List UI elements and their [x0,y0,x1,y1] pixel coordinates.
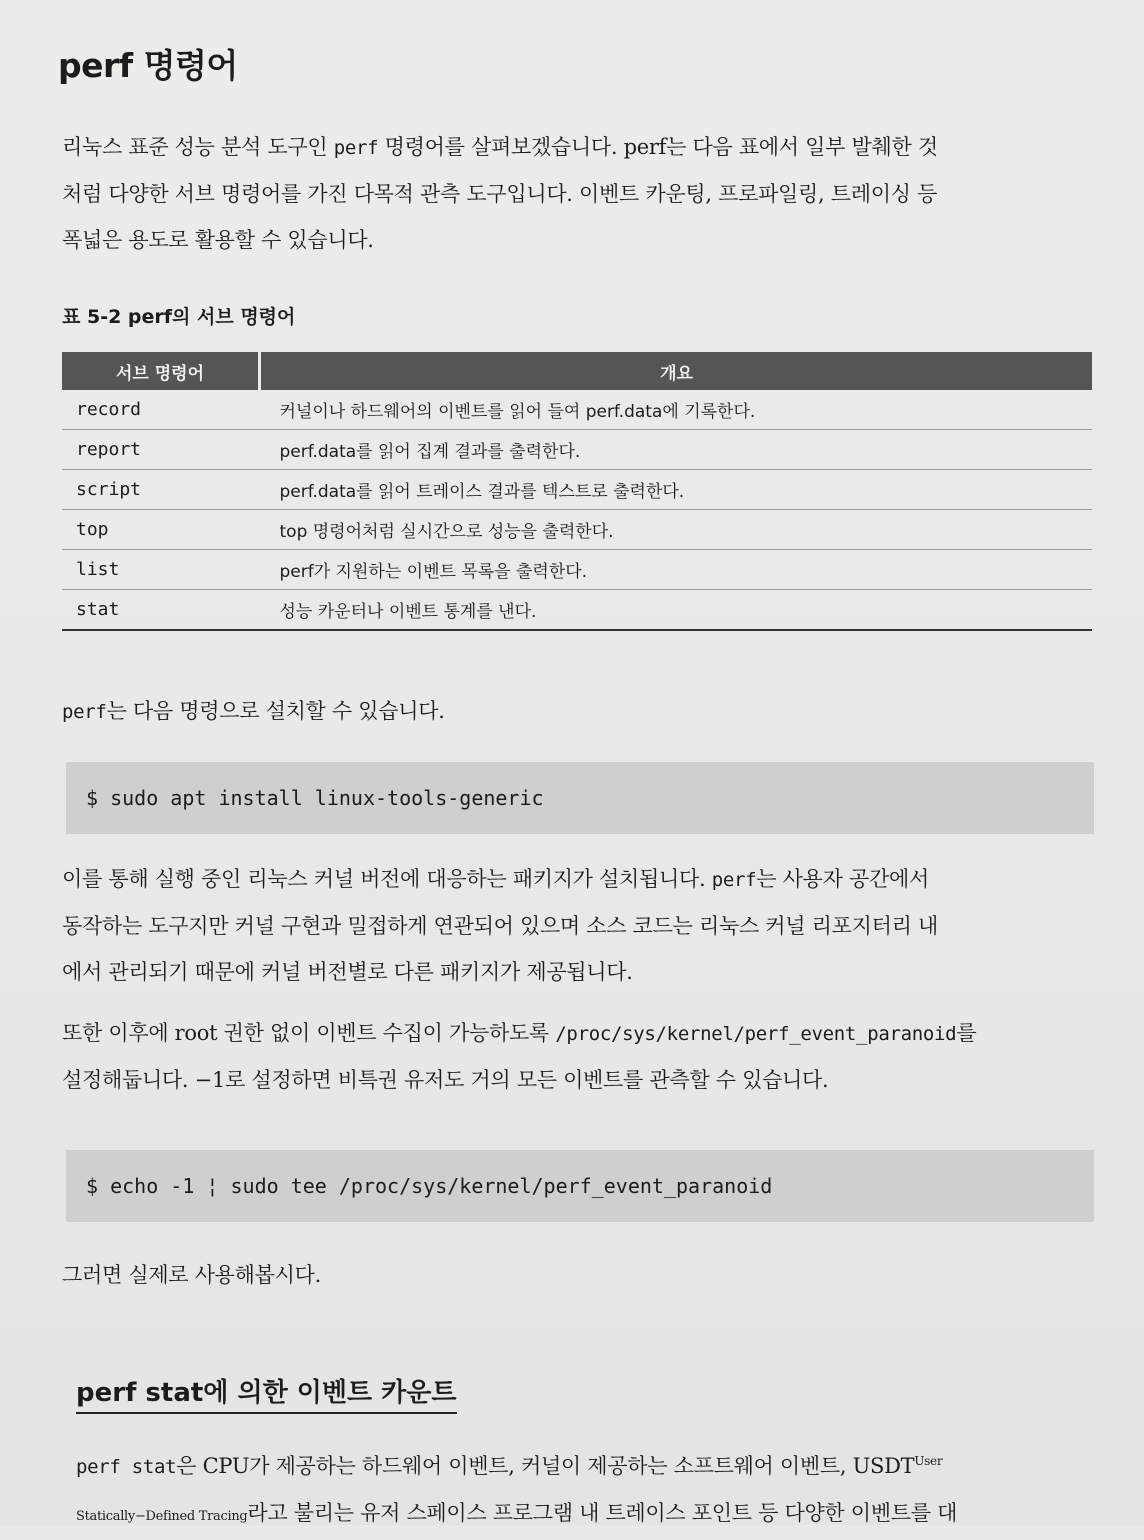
intro-text: 명령어를 살펴보겠습니다. perf는 다음 표에서 일부 발췌한 것 [378,135,938,159]
stat-line-1 [76,1438,1092,1490]
page-heading: perf 명령어 [58,46,238,85]
inline-code: /proc/sys/kernel/perf_event_paranoid [555,1023,957,1045]
table-header-row [62,352,1092,390]
package-line-1 [62,856,1092,903]
summary-cell: perf.data를 읽어 트레이스 결과를 텍스트로 출력한다. [260,470,1093,510]
install-text: 는 다음 명령으로 설치할 수 있습니다. [106,699,445,723]
paranoid-line-2: 설정해둡니다. −1로 설정하면 비특권 유저도 거의 모든 이벤트를 관측할 수 있습니다. [62,1068,829,1092]
stat-line-2 [76,1490,1092,1540]
footnote-text: Statically−Defined Tracing [76,1509,248,1524]
summary-cell: 커널이나 하드웨어의 이벤트를 읽어 들여 perf.data에 기록한다. [260,390,1093,430]
summary-cell: perf.data를 읽어 집계 결과를 출력한다. [260,430,1093,470]
table-row [62,590,1092,631]
paranoid-text: 또한 이후에 root 권한 없이 이벤트 수집이 가능하도록 [62,1021,556,1045]
inline-code: perf [333,137,379,159]
package-text: 는 사용자 공간에서 [756,867,929,891]
intro-line-3: 폭넓은 용도로 활용할 수 있습니다. [62,228,374,252]
package-paragraph [62,856,1092,995]
subcommand-cell: top [62,510,260,550]
subcommand-cell: script [62,470,260,510]
summary-cell: perf가 지원하는 이벤트 목록을 출력한다. [260,550,1093,590]
code-block-paranoid: $ echo -1 ¦ sudo tee /proc/sys/kernel/perf_event_paranoid [66,1150,1094,1222]
subcommand-cell: list [62,550,260,590]
inline-code: perf [711,869,757,891]
table-row [62,430,1092,470]
inline-code: perf [62,701,107,723]
package-text: 이를 통해 실행 중인 리눅스 커널 버전에 대응하는 패키지가 설치됩니다. [62,867,712,891]
package-line-3: 에서 관리되기 때문에 커널 버전별로 다른 패키지가 제공됩니다. [62,960,633,984]
table-header-subcommand: 서브 명령어 [62,352,260,390]
stat-text: 라고 불리는 유저 스페이스 프로그램 내 트레이스 포인트 등 다양한 이벤트를 대 [247,1501,958,1525]
paranoid-text: 를 [956,1021,977,1045]
inline-code: perf stat [76,1456,177,1478]
intro-paragraph [62,124,1092,263]
summary-cell: top 명령어처럼 실시간으로 성능을 출력한다. [260,510,1093,550]
try-paragraph: 그러면 실제로 사용해봅시다. [62,1263,321,1287]
intro-line-1 [62,124,1092,171]
section-heading: perf stat에 의한 이벤트 카운트 [76,1372,457,1414]
table-row [62,390,1092,430]
install-paragraph [62,688,1092,735]
subcommand-cell: report [62,430,260,470]
paranoid-line-1 [62,1010,1092,1057]
table-row [62,470,1092,510]
subcommand-cell: stat [62,590,260,631]
table-row [62,510,1092,550]
intro-text: 리눅스 표준 성능 분석 도구인 [62,135,334,159]
summary-cell: 성능 카운터나 이벤트 통계를 낸다. [260,590,1093,631]
code-block-install: $ sudo apt install linux-tools-generic [66,762,1094,834]
subcommand-cell: record [62,390,260,430]
package-line-2: 동작하는 도구지만 커널 구현과 밀접하게 연관되어 있으며 소스 코드는 리눅스 커널 리포지터리 내 [62,914,938,938]
stat-text: 은 CPU가 제공하는 하드웨어 이벤트, 커널이 제공하는 소프트웨어 이벤트, USDT [176,1454,915,1478]
subcommand-table [62,352,1092,631]
footnote-sup: User [914,1454,943,1468]
intro-line-2: 처럼 다양한 서브 명령어를 가진 다목적 관측 도구입니다. 이벤트 카운팅, 프로파일링, 트레이싱 등 [62,182,938,206]
paranoid-paragraph [62,1010,1092,1103]
table-caption: 표 5-2 perf의 서브 명령어 [62,306,296,328]
table-header-summary: 개요 [260,352,1093,390]
table-row [62,550,1092,590]
